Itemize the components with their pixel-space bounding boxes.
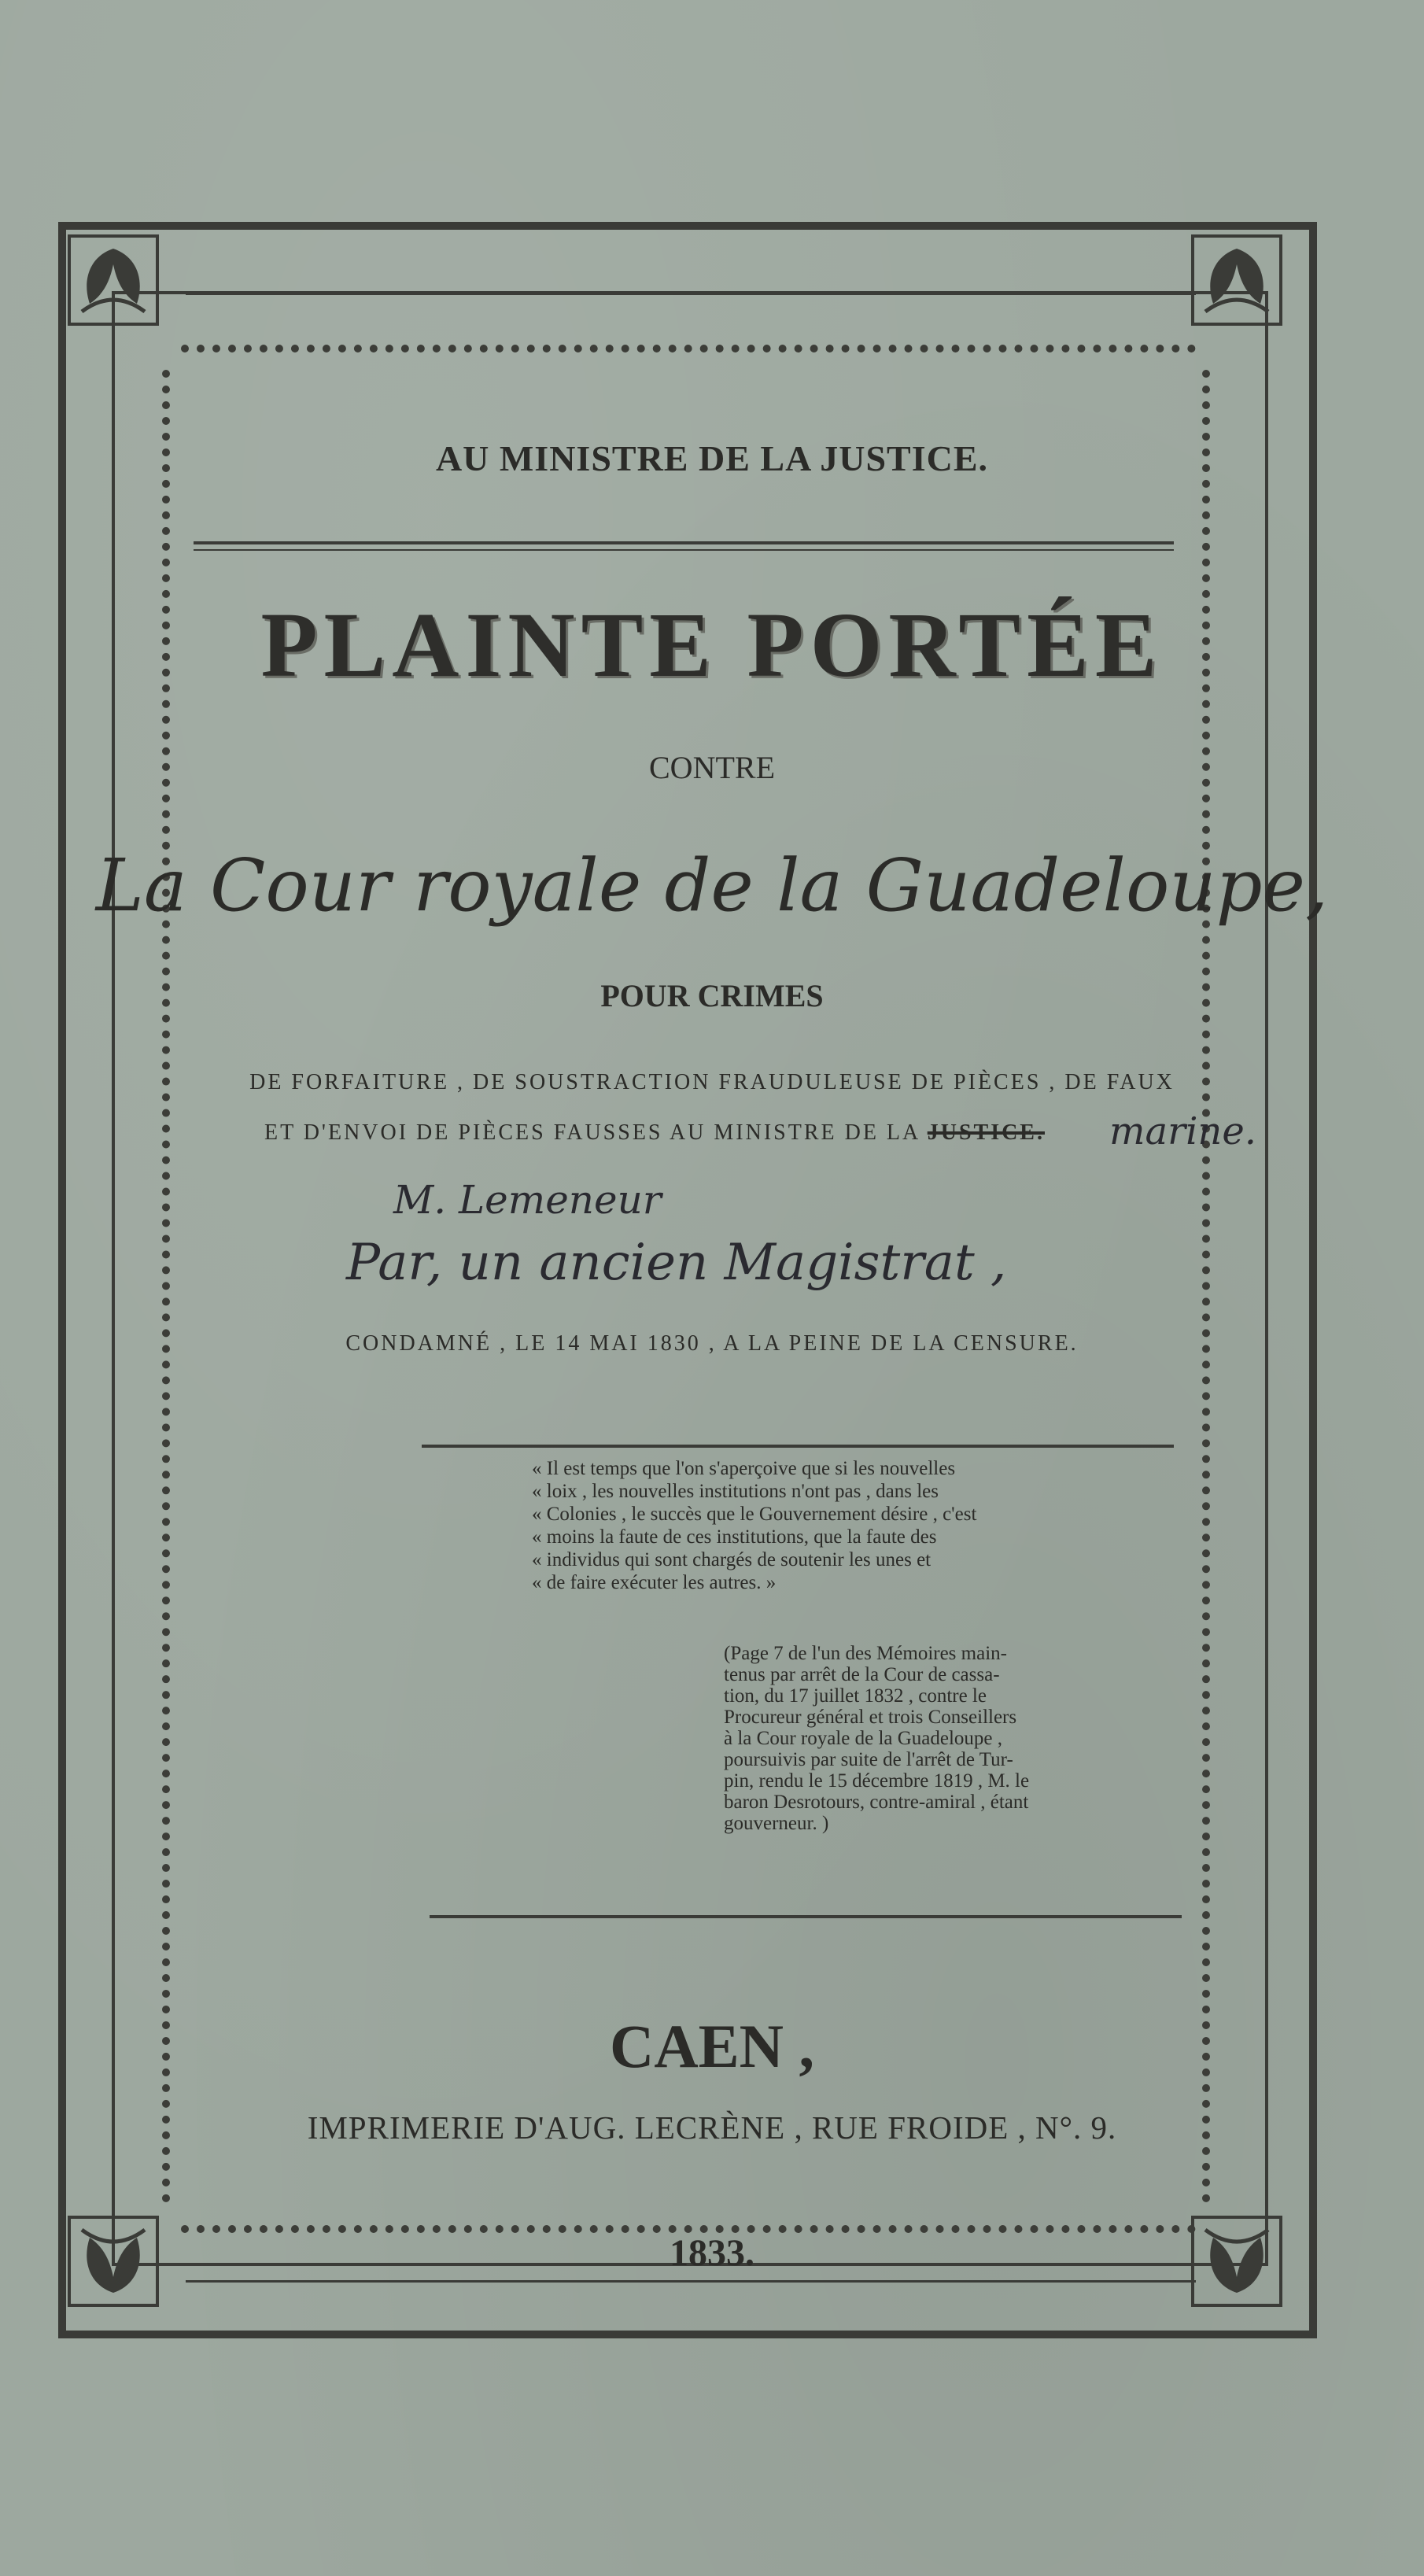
handwritten-by-line: Par, un ancien Magistrat , bbox=[346, 1234, 1007, 1292]
epigraph-quote bbox=[532, 1457, 1193, 1594]
handwritten-author-name: M. Lemeneur bbox=[393, 1177, 662, 1223]
header-rule-1 bbox=[194, 541, 1174, 544]
epigraph-citation bbox=[724, 1643, 1180, 1834]
charges-line-1: DE FORFAITURE , DE SOUSTRACTION FRAUDULEUSE DE PIÈCES , DE FAUX bbox=[249, 1070, 1175, 1094]
quote-line: « de faire exécuter les autres. » bbox=[532, 1572, 777, 1593]
imprint-city: CAEN , bbox=[609, 2012, 814, 2080]
title-contre: CONTRE bbox=[649, 750, 775, 785]
citation-line: Procureur général et trois Conseillers bbox=[724, 1707, 1017, 1728]
epigraph-rule-bottom bbox=[430, 1915, 1182, 1918]
imprint-year: 1833. bbox=[670, 2232, 754, 2274]
top-chain-border bbox=[181, 345, 1196, 352]
bottom-thin-rule bbox=[186, 2280, 1196, 2283]
quote-line: « loix , les nouvelles institutions n'ont pas , dans les bbox=[532, 1481, 939, 1502]
citation-line: à la Cour royale de la Guadeloupe , bbox=[724, 1728, 1003, 1749]
quote-line: « moins la faute de ces institutions, que la faute des bbox=[532, 1526, 937, 1548]
citation-line: poursuivis par suite de l'arrêt de Tur- bbox=[724, 1749, 1013, 1770]
charges-line-2-text: ET D'ENVOI DE PIÈCES FAUSSES AU MINISTRE DE LA bbox=[264, 1120, 920, 1145]
quote-line: « Colonies , le succès que le Gouvernement désire , c'est bbox=[532, 1504, 977, 1525]
court-name: La Cour royale de la Guadeloupe, bbox=[95, 843, 1329, 928]
epigraph-rule-top bbox=[422, 1445, 1174, 1448]
citation-line: tion, du 17 juillet 1832 , contre le bbox=[724, 1685, 987, 1707]
citation-line: baron Desrotours, contre-amiral , étant bbox=[724, 1792, 1029, 1813]
condemnation-line: CONDAMNÉ , LE 14 MAI 1830 , A LA PEINE DE LA CENSURE. bbox=[345, 1331, 1079, 1356]
struck-word: JUSTICE. bbox=[927, 1120, 1045, 1145]
imprint-printer: IMPRIMERIE D'AUG. LECRÈNE , RUE FROIDE , N°. 9. bbox=[307, 2109, 1117, 2146]
corner-ornament-icon bbox=[66, 233, 160, 327]
citation-line: gouverneur. ) bbox=[724, 1813, 829, 1834]
citation-line: pin, rendu le 15 décembre 1819 , M. le bbox=[724, 1770, 1030, 1792]
title-crimes: POUR CRIMES bbox=[600, 978, 824, 1013]
header-dedication: AU MINISTRE DE LA JUSTICE. bbox=[435, 438, 989, 478]
header-rule-2 bbox=[194, 549, 1174, 551]
quote-line: « Il est temps que l'on s'aperçoive que si les nouvelles bbox=[532, 1458, 956, 1479]
quote-line: « individus qui sont chargés de soutenir les unes et bbox=[532, 1549, 932, 1570]
citation-line: (Page 7 de l'un des Mémoires main- bbox=[724, 1643, 1007, 1664]
top-thin-rule bbox=[186, 293, 1196, 295]
corner-ornament-icon bbox=[1190, 233, 1284, 327]
page-title: PLAINTE PORTÉE bbox=[260, 593, 1164, 696]
citation-line: tenus par arrêt de la Cour de cassa- bbox=[724, 1664, 1000, 1685]
charges-line-2 bbox=[264, 1120, 1045, 1146]
handwritten-correction: marine. bbox=[1109, 1109, 1257, 1153]
